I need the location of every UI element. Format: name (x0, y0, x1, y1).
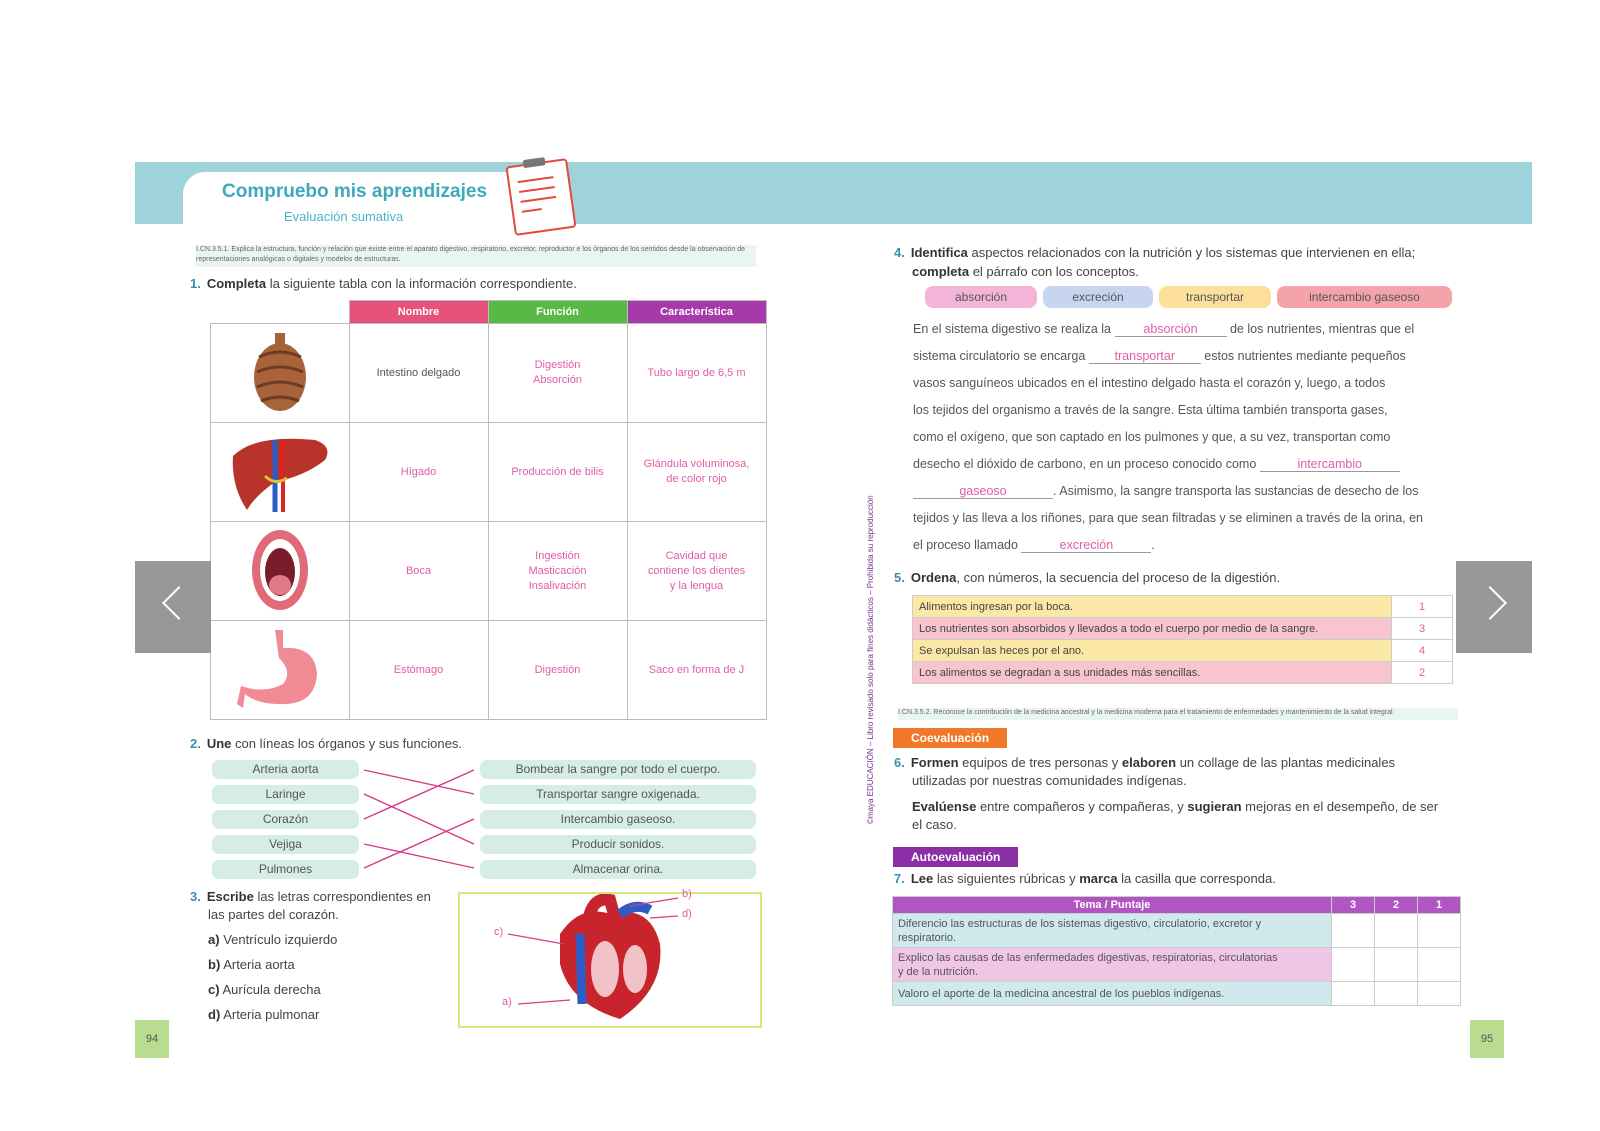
heart-diagram (458, 888, 762, 1028)
question-4: 4. Identifica aspectos relacionados con la nutrición y los sistemas que intervienen en ella; completa el párrafo con los conceptos. (894, 245, 1416, 279)
page-title: Compruebo mis aprendizajes (222, 181, 488, 202)
heart-option: b) Arteria aorta (208, 957, 295, 972)
paragraph-line: como el oxígeno, que son captado en los pulmones y que, a su vez, transportan como (913, 430, 1391, 444)
heart-option: a) Ventrículo izquierdo (208, 932, 338, 947)
skill-note-right: I.CN.3.5.2. Reconoce la contribución de la medicina ancestral y la medicina moderna para el tratamiento de enfermedades y mantenimiento de la salud integral. (898, 708, 1458, 720)
cell-function: Digestión Absorción (488, 324, 627, 423)
cell-characteristic: Cavidad que contiene los dientes y la lengua (627, 522, 766, 621)
cell-function: Producción de bilis (488, 423, 627, 522)
table-row: Se expulsan las heces por el ano. 4 (913, 640, 1453, 662)
question-7: 7. Lee las siguientes rúbricas y marca la casilla que corresponda. (894, 871, 1276, 886)
question-1: 1. Completa la siguiente tabla con la información correspondiente. (190, 276, 577, 291)
table-row: Los alimentos se degradan a sus unidades más sencillas. 2 (913, 662, 1453, 684)
organ-item: Corazón (212, 810, 359, 829)
next-page-button[interactable] (1456, 561, 1532, 653)
paragraph-line: los tejidos del organismo a través de la sangre. Esta última también transporta gases, (913, 403, 1388, 417)
coevaluation-tag: Coevaluación (893, 728, 1007, 748)
organ-item: Vejiga (212, 835, 359, 854)
intestine-icon (211, 324, 350, 423)
score-checkbox[interactable] (1332, 948, 1375, 982)
liver-icon (211, 423, 350, 522)
cell-characteristic: Tubo largo de 6,5 m (627, 324, 766, 423)
score-checkbox[interactable] (1418, 948, 1461, 982)
score-checkbox[interactable] (1332, 982, 1375, 1006)
concept-chip: excreción (1043, 286, 1153, 308)
heart-option: d) Arteria pulmonar (208, 1007, 320, 1022)
paragraph-line: gaseoso . Asimismo, la sangre transporta las sustancias de desecho de los (913, 484, 1418, 499)
rubric-table (892, 896, 1461, 1006)
paragraph-line: tejidos y las lleva a los riñones, para que sean filtradas y se eliminen a través de la orina, en (913, 511, 1424, 525)
cell-characteristic: Glándula voluminosa, de color rojo (627, 423, 766, 522)
heart-mark-a: a) (502, 996, 512, 1008)
organs-table (210, 300, 767, 720)
question-3: 3. Escribe las letras correspondientes en las partes del corazón. (190, 889, 431, 922)
score-checkbox[interactable] (1418, 982, 1461, 1006)
table-row: Los nutrientes son absorbidos y llevados a todo el cuerpo por medio de la sangre. 3 (913, 618, 1453, 640)
cell-name: Hígado (349, 423, 488, 522)
question-5: 5. Ordena, con números, la secuencia del proceso de la digestión. (894, 570, 1281, 585)
rubric-header: Tema / Puntaje (893, 897, 1332, 914)
function-item: Producir sonidos. (480, 835, 756, 854)
question-2: 2. Une con líneas los órganos y sus funciones. (190, 736, 462, 751)
table-row: Diferencio las estructuras de los sistemas digestivo, circulatorio, excretor y respiratorio. (893, 914, 1461, 948)
cell-characteristic: Saco en forma de J (627, 621, 766, 720)
header-nombre: Nombre (349, 301, 488, 324)
chevron-left-icon (162, 586, 196, 620)
order-table (912, 595, 1453, 684)
cell-name: Estómago (349, 621, 488, 720)
table-row: Alimentos ingresan por la boca. 1 (913, 596, 1453, 618)
score-header: 3 (1332, 897, 1375, 914)
cell-function: Digestión (488, 621, 627, 720)
cell-name: Boca (349, 522, 488, 621)
function-item: Bombear la sangre por todo el cuerpo. (480, 760, 756, 779)
score-checkbox[interactable] (1418, 914, 1461, 948)
paragraph-line: vasos sanguíneos ubicados en el intestino delgado hasta el corazón y, luego, a todos (913, 376, 1386, 390)
paragraph-line: sistema circulatorio se encarga transportar estos nutrientes mediante pequeños (913, 349, 1406, 363)
heart-mark-c: c) (494, 926, 504, 938)
paragraph-line: En el sistema digestivo se realiza la absorción de los nutrientes, mientras que el (913, 322, 1415, 336)
page-subtitle: Evaluación sumativa (284, 209, 404, 224)
organ-item: Laringe (212, 785, 359, 804)
heart-mark-b: b) (682, 888, 692, 900)
function-item: Intercambio gaseoso. (480, 810, 756, 829)
paragraph-line: el proceso llamado excreción . (913, 538, 1155, 552)
table-row: Explico las causas de las enfermedades digestivas, respiratorias, circulatorias y de la nutrición. (893, 948, 1461, 982)
score-checkbox[interactable] (1375, 982, 1418, 1006)
stomach-icon (211, 621, 350, 720)
heart-mark-d: d) (682, 908, 692, 920)
score-checkbox[interactable] (1332, 914, 1375, 948)
function-item: Almacenar orina. (480, 860, 756, 879)
cell-name: Intestino delgado (349, 324, 488, 423)
question-6: 6. Formen equipos de tres personas y elaboren un collage de las plantas medicinales utilizadas por nuestras comunidades indígenas. Evalúense entre compañeros y compañeras, y sugieran mejoras en el desempeño, de ser el caso. (894, 755, 1439, 832)
spine-text: ©maya EDUCACIÓN – Libro revisado solo para fines didácticos – Prohibida su reproducción (866, 495, 875, 824)
heart-option: c) Aurícula derecha (208, 982, 321, 997)
matching-lines (360, 760, 480, 882)
function-item: Transportar sangre oxigenada. (480, 785, 756, 804)
organ-item: Arteria aorta (212, 760, 359, 779)
header-funcion: Función (488, 301, 627, 324)
table-row (211, 423, 767, 522)
table-row (211, 324, 767, 423)
prev-page-button[interactable] (135, 561, 211, 653)
table-row (211, 522, 767, 621)
table-row (211, 621, 767, 720)
organ-item: Pulmones (212, 860, 359, 879)
score-header: 1 (1418, 897, 1461, 914)
concept-chip: intercambio gaseoso (1277, 286, 1452, 308)
mouth-icon (211, 522, 350, 621)
autoevaluation-tag: Autoevaluación (893, 847, 1018, 867)
concept-chip: absorción (925, 286, 1037, 308)
concept-chip: transportar (1159, 286, 1271, 308)
chevron-right-icon (1473, 586, 1507, 620)
clipboard-icon (505, 158, 576, 236)
score-checkbox[interactable] (1375, 948, 1418, 982)
page-number-left: 94 (135, 1020, 169, 1058)
score-checkbox[interactable] (1375, 914, 1418, 948)
page-number-right: 95 (1470, 1020, 1504, 1058)
header-caracteristica: Característica (627, 301, 766, 324)
cell-function: Ingestión Masticación Insalivación (488, 522, 627, 621)
score-header: 2 (1375, 897, 1418, 914)
table-row: Valoro el aporte de la medicina ancestral de los pueblos indígenas. (893, 982, 1461, 1006)
paragraph-line: desecho el dióxido de carbono, en un proceso conocido como intercambio (913, 457, 1400, 472)
skill-note: I.CN.3.5.1. Explica la estructura, función y relación que existe entre el aparato digestivo, respiratorio, excretor, reproductor e los órganos de los sentidos desde la observación de representaciones analógicas o digitales y modelos de estructuras. (196, 245, 756, 267)
